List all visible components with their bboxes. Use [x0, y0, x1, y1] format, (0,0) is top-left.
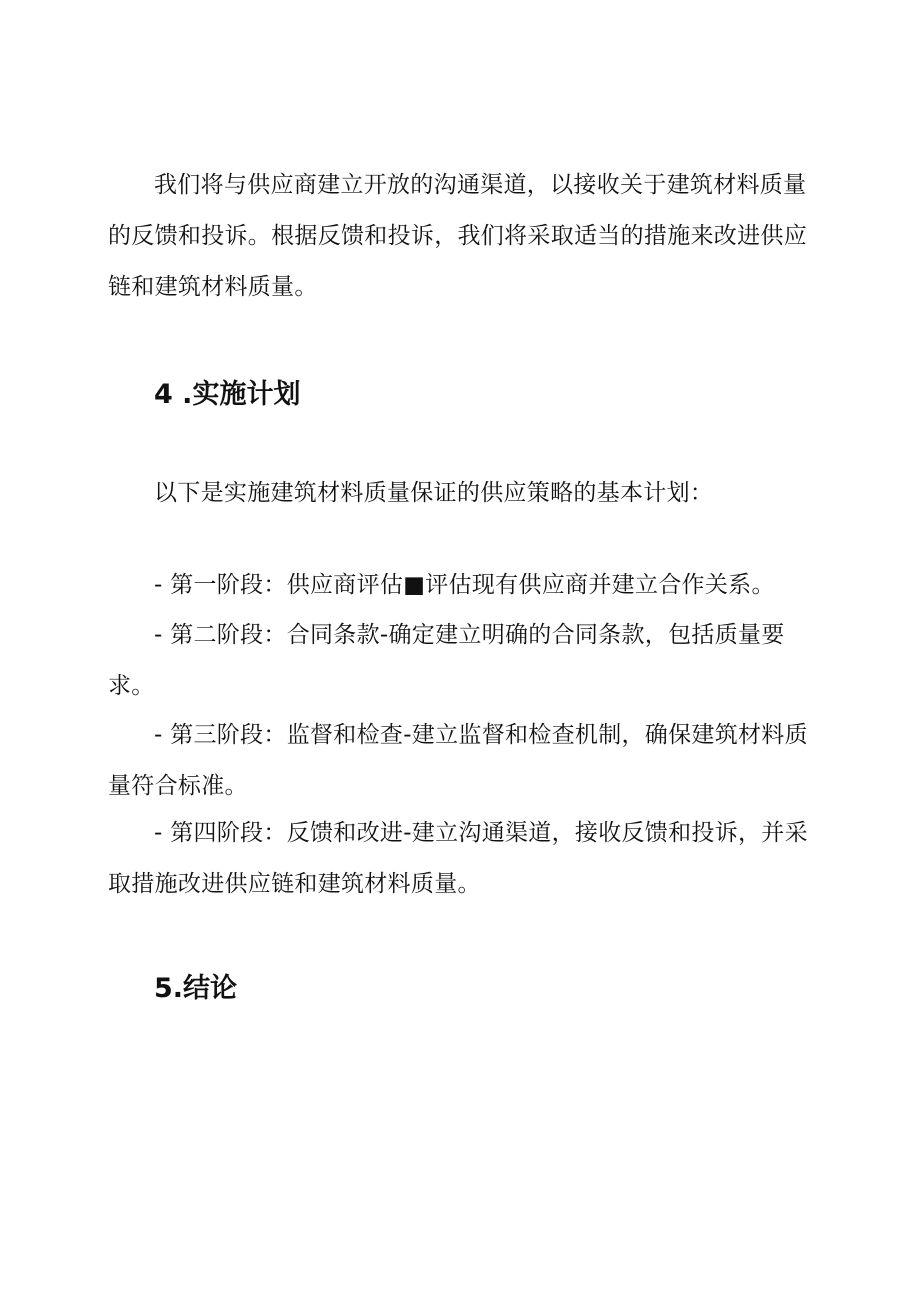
intro-paragraph: 我们将与供应商建立开放的沟通渠道，以接收关于建筑材料质量的反馈和投诉。根据反馈和投诉，我们将采取适当的措施来改进供应链和建筑材料质量。 — [108, 172, 807, 300]
phase-4-item: - 第四阶段：反馈和改进-建立沟通渠道，接收反馈和投诉，并采取措施改进供应链和建筑材料质量。 — [108, 820, 808, 897]
phase-3-item: - 第三阶段：监督和检查-建立监督和检查机制，确保建筑材料质量符合标准。 — [108, 722, 808, 799]
phase-1-item: - 第一阶段：供应商评估■评估现有供应商并建立合作关系。 — [154, 572, 775, 598]
section-4-heading: 4 .实施计划 — [154, 379, 301, 410]
section-4-intro: 以下是实施建筑材料质量保证的供应策略的基本计划： — [154, 480, 714, 506]
phase-2-item: - 第二阶段：合同条款-确定建立明确的合同条款，包括质量要求。 — [108, 622, 785, 699]
section-5-heading: 5.结论 — [154, 973, 238, 1004]
